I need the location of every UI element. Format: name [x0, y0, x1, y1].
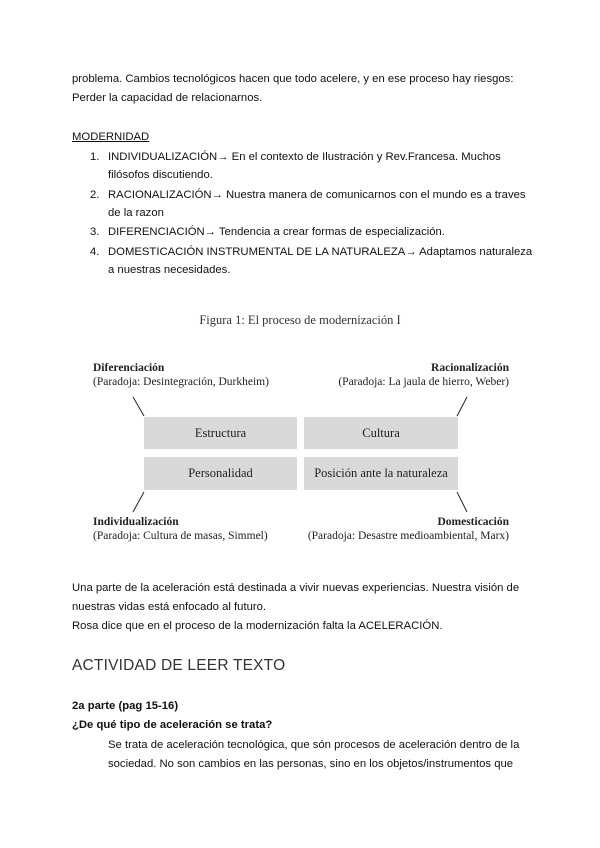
label-subtitle: (Paradoja: Cultura de masas, Simmel) [93, 530, 268, 542]
connector-line [133, 397, 144, 416]
part2-answer-line-1: Se trata de aceleración tecnológica, que són procesos de aceleración dentro de la [108, 739, 520, 751]
label-title: Racionalización [431, 362, 509, 374]
part2-question: ¿De qué tipo de aceleración se trata? [72, 719, 273, 731]
box-posicion-naturaleza: Posición ante la naturaleza [304, 457, 458, 490]
label-subtitle: (Paradoja: La jaula de hierro, Weber) [338, 376, 509, 388]
label-title: Individualización [93, 516, 179, 528]
label-subtitle: (Paradoja: Desintegración, Durkheim) [93, 376, 269, 388]
figure-caption: Figura 1: El proceso de modernización I [199, 313, 401, 327]
list-item-text-cont: a nuestras necesidades. [108, 264, 231, 276]
connector-line [133, 492, 144, 512]
part2-title: 2a parte (pag 15-16) [72, 700, 179, 712]
label-individualizacion [93, 515, 268, 543]
connector-line [457, 492, 467, 512]
part2-answer-line-2: sociedad. No son cambios en las personas, sino en los objetos/instrumentos que [108, 758, 514, 770]
list-item-text-cont: de la razon [108, 207, 164, 219]
list-item-text: RACIONALIZACIÓN→ Nuestra manera de comunicarnos con el mundo es a traves [108, 189, 526, 201]
list-item-number: 4. [90, 246, 100, 258]
modernidad-title: MODERNIDAD [72, 131, 150, 143]
list-item-text: DOMESTICACIÓN INSTRUMENTAL DE LA NATURALEZA→ Adaptamos naturaleza [108, 246, 533, 258]
section-heading: ACTIVIDAD DE LEER TEXTO [72, 657, 286, 674]
para-line-1: Una parte de la aceleración está destinada a vivir nuevas experiencias. Nuestra visión de [72, 582, 520, 594]
label-title: Diferenciación [93, 362, 165, 374]
box-personalidad: Personalidad [144, 457, 297, 490]
box-cultura: Cultura [304, 417, 458, 449]
box-estructura: Estructura [144, 417, 297, 449]
para-line-3: Rosa dice que en el proceso de la modernización falta la ACELERACIÓN. [72, 620, 443, 632]
label-title: Domesticación [437, 516, 509, 528]
list-item-number: 1. [90, 151, 100, 163]
list-item-text: INDIVIDUALIZACIÓN→ En el contexto de Ilustración y Rev.Francesa. Muchos [108, 151, 501, 163]
list-item-text: DIFERENCIACIÓN→ Tendencia a crear formas de especialización. [108, 226, 445, 238]
intro-line-2: Perder la capacidad de relacionarnos. [72, 92, 263, 104]
label-subtitle: (Paradoja: Desastre medioambiental, Marx) [307, 530, 509, 542]
label-domesticacion [308, 515, 509, 543]
intro-line-1: problema. Cambios tecnológicos hacen que todo acelere, y en ese proceso hay riesgos: [72, 73, 514, 85]
list-item-number: 3. [90, 226, 100, 238]
list-item-text-cont: filósofos discutiendo. [108, 169, 213, 181]
para-line-2: nuestras vidas está enfocado al futuro. [72, 601, 267, 613]
list-item-number: 2. [90, 189, 100, 201]
connector-line [457, 397, 467, 416]
